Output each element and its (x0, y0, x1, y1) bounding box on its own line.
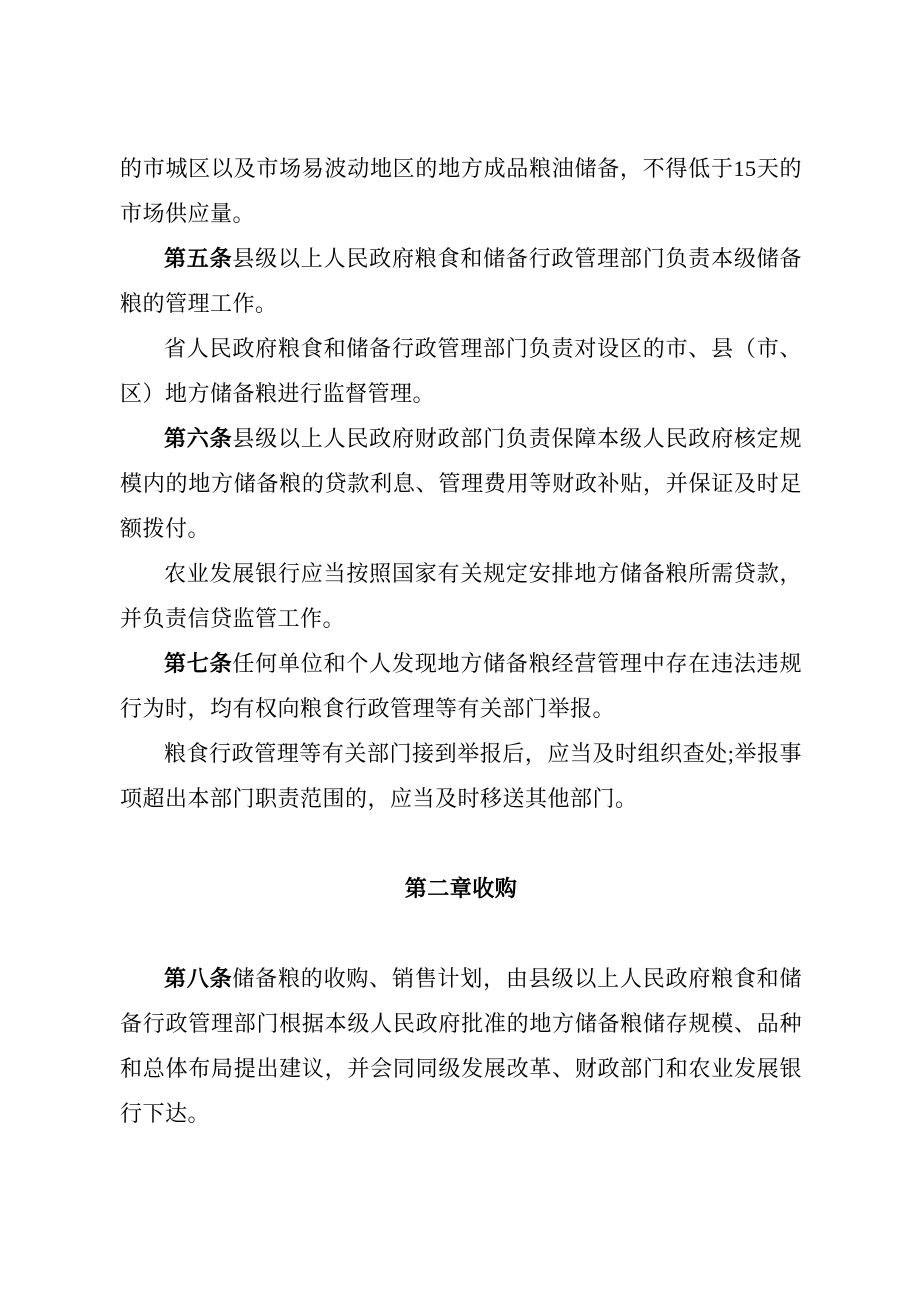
article-8-number: 第八条 (164, 966, 233, 991)
paragraph-continuation (120, 146, 802, 236)
article-5-number: 第五条 (164, 246, 233, 271)
paragraph-article-6 (120, 416, 802, 551)
paragraph-text: 农业发展银行应当按照国家有关规定安排地方储备粮所需贷款，并负责信贷监管工作。 (120, 561, 802, 631)
paragraph-text: 县级以上人民政府财政部门负责保障本级人民政府核定规模内的地方储备粮的贷款利息、管理费用等财政补贴，并保证及时足额拨付。 (120, 426, 802, 541)
paragraph-text: 储备粮的收购、销售计划，由县级以上人民政府粮食和储备行政管理部门根据本级人民政府批准的地方储备粮储存规模、品种和总体布局提出建议，并会同同级发展改革、财政部门和农业发展银行下达。 (120, 966, 802, 1126)
paragraph-article-5-sub (120, 326, 802, 416)
paragraph-article-8 (120, 956, 802, 1136)
paragraph-text: 粮食行政管理等有关部门接到举报后，应当及时组织查处;举报事项超出本部门职责范围的，应当及时移送其他部门。 (120, 741, 802, 811)
paragraph-article-6-sub (120, 551, 802, 641)
paragraph-article-7 (120, 641, 802, 731)
paragraph-text: 省人民政府粮食和储备行政管理部门负责对设区的市、县（市、区）地方储备粮进行监督管理。 (120, 336, 802, 406)
paragraph-text: 任何单位和个人发现地方储备粮经营管理中存在违法违规行为时，均有权向粮食行政管理等有关部门举报。 (120, 651, 802, 721)
chapter-2-heading: 第二章收购 (404, 876, 518, 901)
paragraph-text: 的市城区以及市场易波动地区的地方成品粮油储备，不得低于15天的市场供应量。 (120, 156, 802, 226)
article-6-number: 第六条 (164, 426, 233, 451)
article-7-number: 第七条 (164, 651, 233, 676)
paragraph-text: 县级以上人民政府粮食和储备行政管理部门负责本级储备粮的管理工作。 (120, 246, 802, 316)
paragraph-article-7-sub (120, 731, 802, 821)
paragraph-article-5 (120, 236, 802, 326)
